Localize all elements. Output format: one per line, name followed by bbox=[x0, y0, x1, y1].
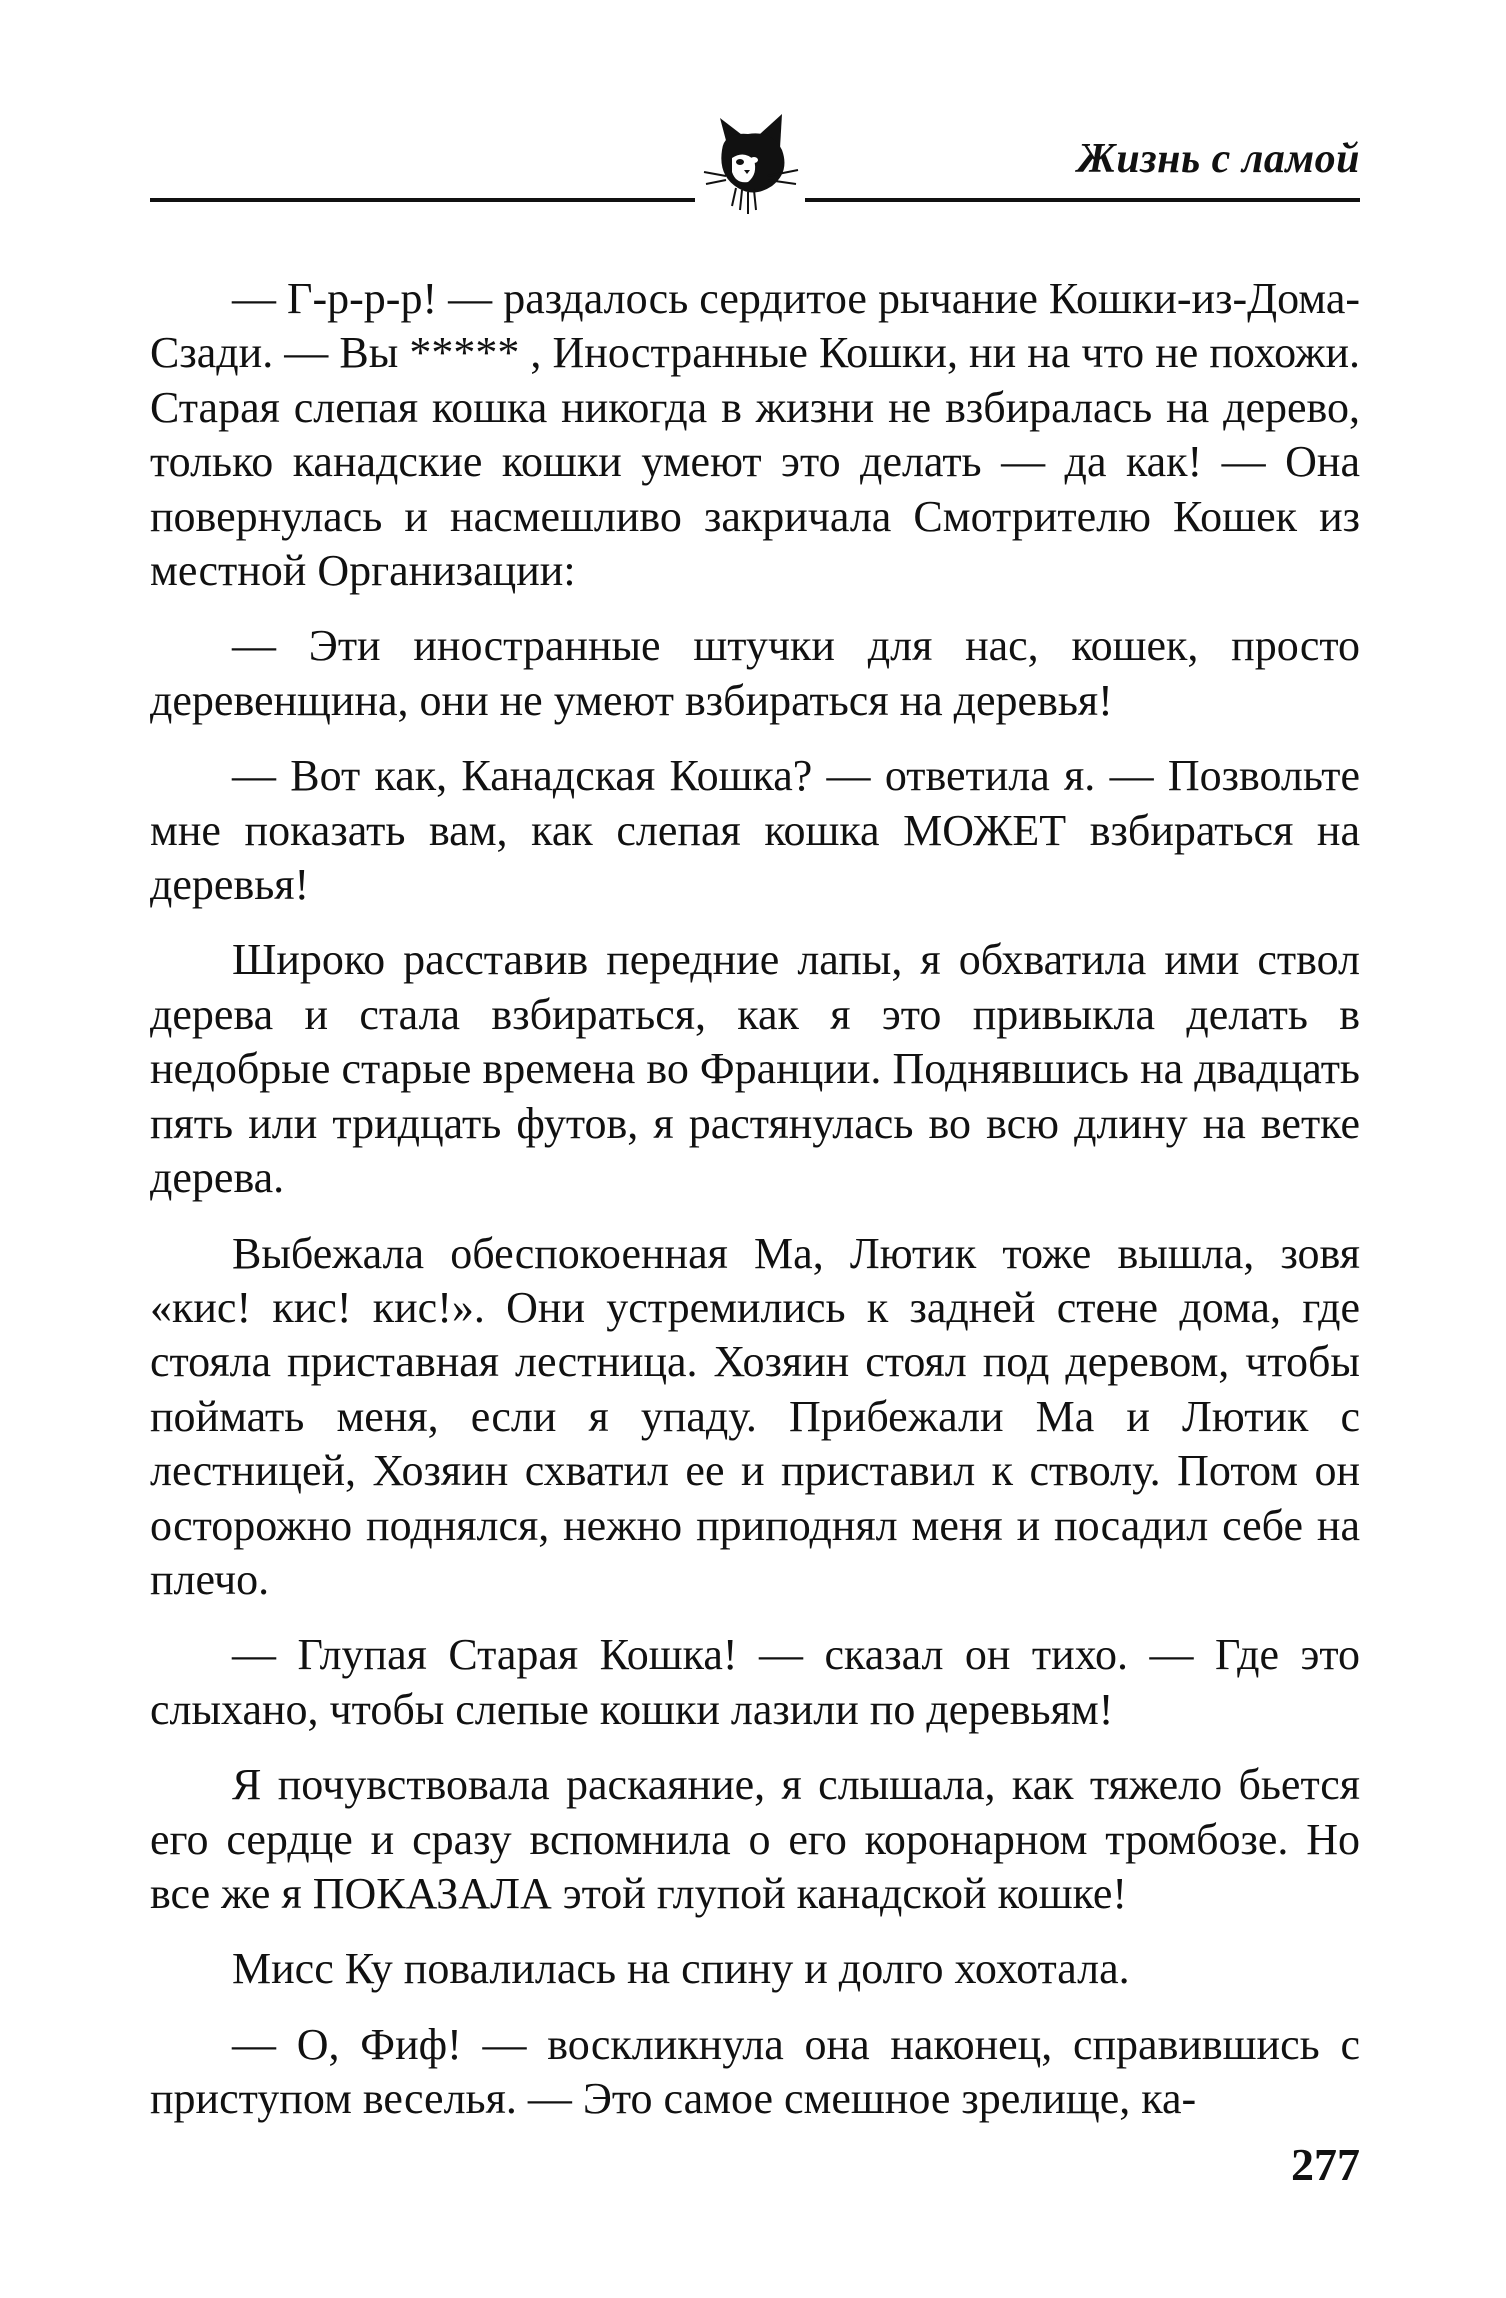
header-rule-left bbox=[150, 198, 695, 202]
paragraph: — Глупая Старая Кошка! — сказал он тихо. — Где это слыхано, чтобы слепые кошки лазили по деревьям! bbox=[150, 1630, 1360, 1734]
paragraph: Широко расставив передние лапы, я обхватила ими ствол дерева и стала взбираться, как я это привыкла делать в недобрые старые времена во Франции. Поднявшись на двадцать пять или тридцать футов, я растянулась во всю длину на ветке дерева. bbox=[150, 935, 1360, 1203]
running-title: Жизнь с ламой bbox=[1077, 136, 1360, 182]
paragraph: — О, Фиф! — воскликнула она наконец, справившись с приступом веселья. — Это самое смешное зрелище, ка- bbox=[150, 2019, 1360, 2124]
header-rule-right bbox=[805, 198, 1360, 202]
paragraph: — Г-р-р-р! — раздалось сердитое рычание Кошки-из-Дома-Сзади. — Вы ***** , Иностранные Кошки, ни на что не похожи. Старая слепая кошка никогда в жизни не взбиралась на дерево, только канадские кошки умеют это делать — да как! — Она повернулась и насмешливо закричала Смотрителю Кошек из местной Организации: bbox=[150, 274, 1360, 596]
paragraph: Мисс Ку повалилась на спину и долго хохотала. bbox=[232, 1944, 1130, 1994]
paragraph: Выбежала обеспокоенная Ма, Лютик тоже вышла, зовя «кис! кис! кис!». Они устремились к задней стене дома, где стояла приставная лестница. Хозяин стоял под деревом, чтобы поймать меня, если я упаду. Прибежали Ма и Лютик с лестницей, Хозяин схватил ее и приставил к стволу. Потом он осторожно поднялся, нежно приподнял меня и посадил себе на плечо. bbox=[150, 1228, 1360, 1604]
body-text bbox=[150, 272, 1360, 2148]
cat-head-icon bbox=[698, 110, 808, 220]
paragraph: — Вот как, Канадская Кошка? — ответила я. — Позвольте мне показать вам, как слепая кошка МОЖЕТ взбираться на деревья! bbox=[150, 751, 1360, 910]
page-number: 277 bbox=[1291, 2139, 1360, 2190]
paragraph: — Эти иностранные штучки для нас, кошек, просто деревенщина, они не умеют взбираться на деревья! bbox=[150, 621, 1360, 725]
running-header bbox=[150, 110, 1360, 220]
paragraph: Я почувствовала раскаяние, я слышала, как тяжело бьется его сердце и сразу вспомнила о его коронарном тромбозе. Но все же я ПОКАЗАЛА этой глупой канадской кошке! bbox=[150, 1760, 1360, 1918]
